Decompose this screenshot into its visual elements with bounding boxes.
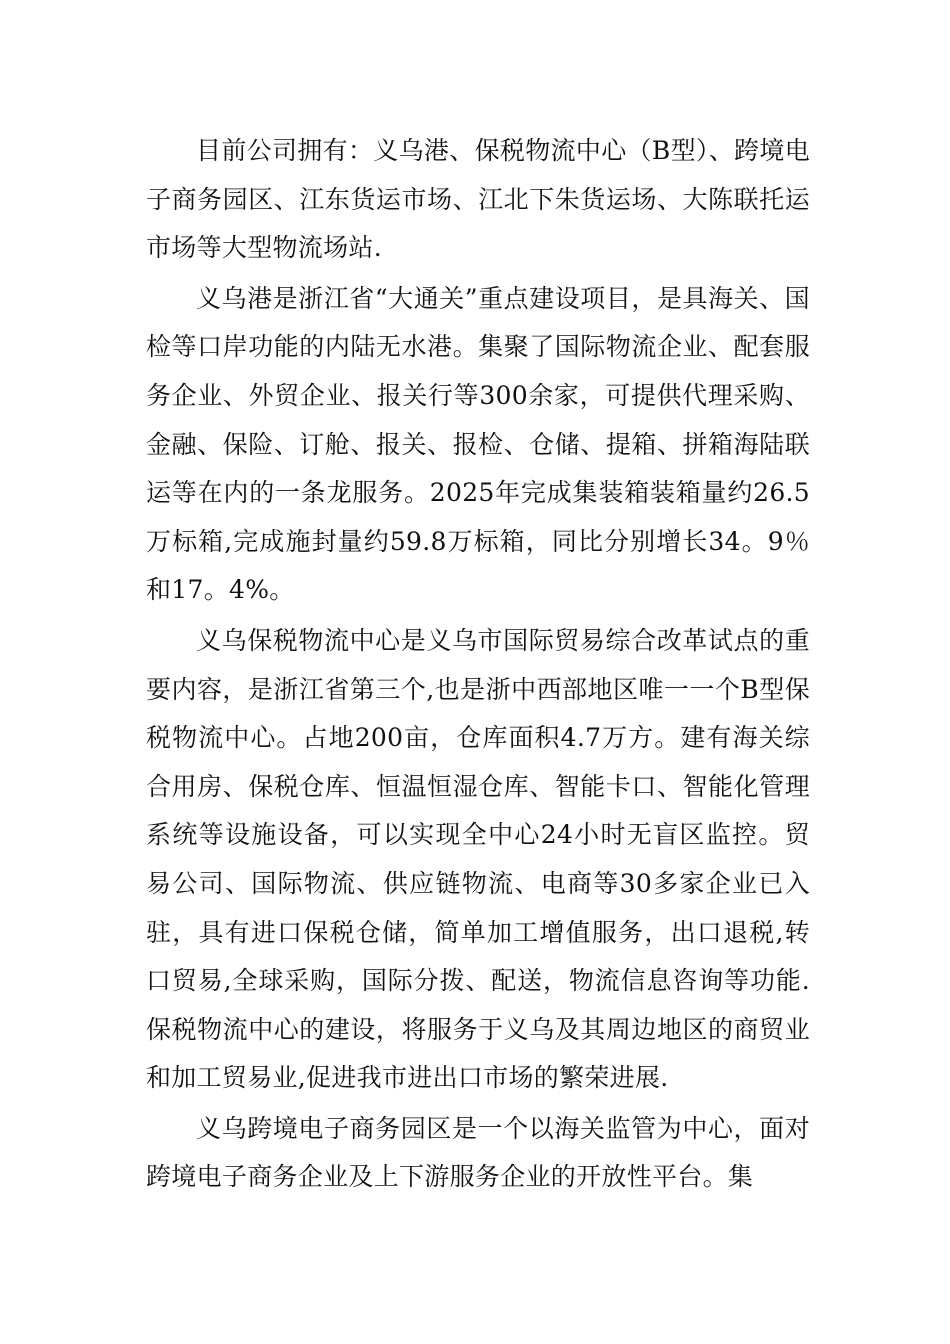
paragraph-yiwu-port: 义乌港是浙江省“大通关”重点建设项目，是具海关、国检等口岸功能的内陆无水港。集聚了国际物流企业、配套服务企业、外贸企业、报关行等300余家，可提供代理采购、金融、保险、订舱、报关、报检、仓储、提箱、拼箱海陆联运等在内的一条龙服务。2025年完成集装箱装箱量约26.5万标箱,完成施封量约59.8万标箱，同比分别增长34。9％和17。4%。 (146, 283, 810, 605)
paragraph-cross-border-ecommerce-park: 义乌跨境电子商务园区是一个以海关监管为中心，面对跨境电子商务企业及上下游服务企业的开放性平台。集 (146, 1113, 810, 1192)
document-body (146, 127, 810, 1202)
paragraph-bonded-logistics-center: 义乌保税物流中心是义乌市国际贸易综合改革试点的重要内容，是浙江省第三个,也是浙中西部地区唯一一个B型保税物流中心。占地200亩，仓库面积4.7万方。建有海关综合用房、保税仓库、恒温恒湿仓库、智能卡口、智能化管理系统等设施设备，可以实现全中心24小时无盲区监控。贸易公司、国际物流、供应链物流、电商等30多家企业已入驻，具有进口保税仓储，简单加工增值服务，出口退税,转口贸易,全球采购，国际分拨、配送，物流信息咨询等功能.保税物流中心的建设，将服务于义乌及其周边地区的商贸业和加工贸易业,促进我市进出口市场的繁荣进展. (146, 625, 810, 1093)
paragraph-company-facilities: 目前公司拥有：义乌港、保税物流中心（B型）、跨境电子商务园区、江东货运市场、江北下朱货运场、大陈联托运市场等大型物流场站. (146, 136, 810, 263)
